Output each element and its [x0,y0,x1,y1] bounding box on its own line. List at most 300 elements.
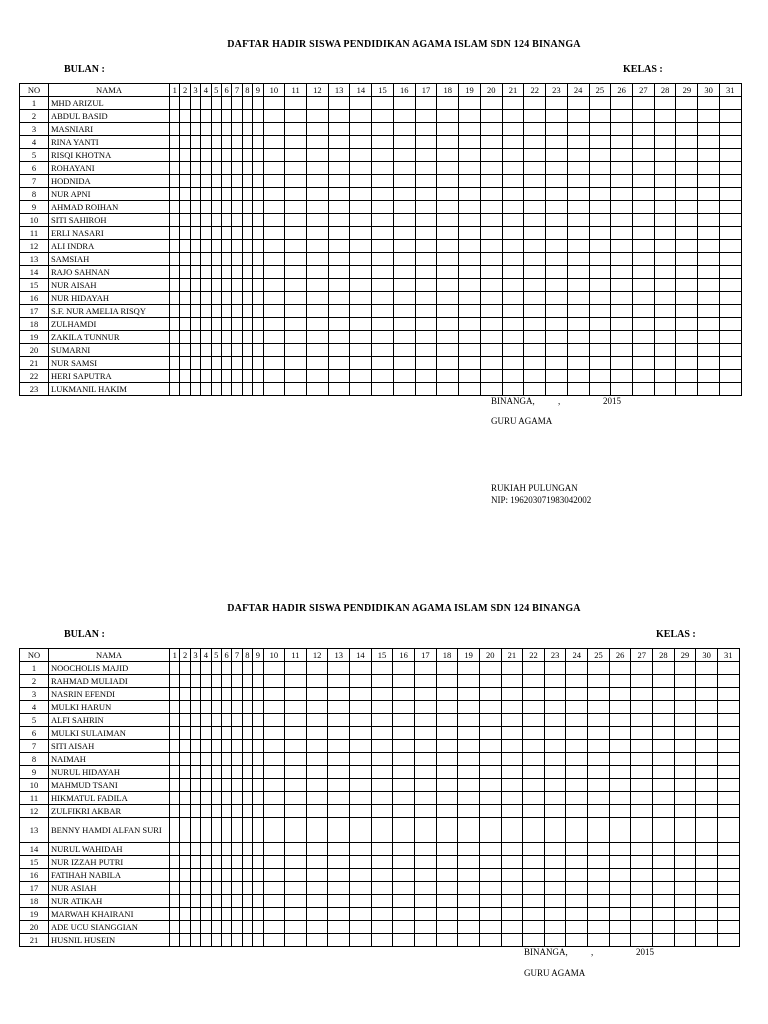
attendance-cell[interactable] [696,779,718,792]
attendance-cell[interactable] [523,908,545,921]
attendance-cell[interactable] [328,895,350,908]
attendance-cell[interactable] [611,370,633,383]
attendance-cell[interactable] [221,227,231,240]
attendance-cell[interactable] [524,201,546,214]
attendance-cell[interactable] [170,253,180,266]
attendance-cell[interactable] [415,175,437,188]
attendance-cell[interactable] [285,934,307,947]
attendance-cell[interactable] [393,344,415,357]
attendance-cell[interactable] [328,843,350,856]
attendance-cell[interactable] [253,97,263,110]
attendance-cell[interactable] [263,843,285,856]
attendance-cell[interactable] [566,701,588,714]
attendance-cell[interactable] [544,934,566,947]
attendance-cell[interactable] [170,331,180,344]
attendance-cell[interactable] [719,123,741,136]
attendance-cell[interactable] [609,714,631,727]
attendance-cell[interactable] [201,895,211,908]
attendance-cell[interactable] [676,227,698,240]
attendance-cell[interactable] [211,779,221,792]
attendance-cell[interactable] [263,766,285,779]
attendance-cell[interactable] [306,662,328,675]
attendance-cell[interactable] [544,688,566,701]
attendance-cell[interactable] [263,908,285,921]
attendance-cell[interactable] [263,882,285,895]
attendance-cell[interactable] [698,240,720,253]
attendance-cell[interactable] [609,895,631,908]
attendance-cell[interactable] [253,253,263,266]
attendance-cell[interactable] [211,110,221,123]
attendance-cell[interactable] [480,318,502,331]
attendance-cell[interactable] [350,921,372,934]
attendance-cell[interactable] [611,253,633,266]
attendance-cell[interactable] [523,779,545,792]
attendance-cell[interactable] [170,305,180,318]
attendance-cell[interactable] [350,201,372,214]
attendance-cell[interactable] [653,818,675,843]
attendance-cell[interactable] [459,97,481,110]
attendance-cell[interactable] [285,895,307,908]
attendance-cell[interactable] [654,266,676,279]
attendance-cell[interactable] [415,136,437,149]
attendance-cell[interactable] [609,818,631,843]
attendance-cell[interactable] [566,856,588,869]
attendance-cell[interactable] [180,175,190,188]
attendance-cell[interactable] [631,843,653,856]
attendance-cell[interactable] [566,688,588,701]
attendance-cell[interactable] [263,201,285,214]
attendance-cell[interactable] [566,662,588,675]
attendance-cell[interactable] [170,908,180,921]
attendance-cell[interactable] [436,779,458,792]
attendance-cell[interactable] [436,753,458,766]
attendance-cell[interactable] [306,279,328,292]
attendance-cell[interactable] [611,188,633,201]
attendance-cell[interactable] [180,675,190,688]
attendance-cell[interactable] [459,357,481,370]
attendance-cell[interactable] [567,357,589,370]
attendance-cell[interactable] [190,266,200,279]
attendance-cell[interactable] [631,688,653,701]
attendance-cell[interactable] [253,688,263,701]
attendance-cell[interactable] [170,921,180,934]
attendance-cell[interactable] [654,201,676,214]
attendance-cell[interactable] [393,383,415,396]
attendance-cell[interactable] [631,818,653,843]
attendance-cell[interactable] [393,766,415,779]
attendance-cell[interactable] [285,675,307,688]
attendance-cell[interactable] [654,188,676,201]
attendance-cell[interactable] [180,688,190,701]
attendance-cell[interactable] [232,792,242,805]
attendance-cell[interactable] [480,136,502,149]
attendance-cell[interactable] [653,727,675,740]
attendance-cell[interactable] [201,188,211,201]
attendance-cell[interactable] [698,162,720,175]
attendance-cell[interactable] [285,753,307,766]
attendance-cell[interactable] [306,869,328,882]
attendance-cell[interactable] [328,856,350,869]
attendance-cell[interactable] [502,175,524,188]
attendance-cell[interactable] [285,318,307,331]
attendance-cell[interactable] [263,292,285,305]
attendance-cell[interactable] [372,253,394,266]
attendance-cell[interactable] [232,162,242,175]
attendance-cell[interactable] [242,240,252,253]
attendance-cell[interactable] [211,740,221,753]
attendance-cell[interactable] [567,201,589,214]
attendance-cell[interactable] [524,240,546,253]
attendance-cell[interactable] [698,214,720,227]
attendance-cell[interactable] [676,175,698,188]
attendance-cell[interactable] [263,688,285,701]
attendance-cell[interactable] [653,740,675,753]
attendance-cell[interactable] [190,305,200,318]
attendance-cell[interactable] [501,921,523,934]
attendance-cell[interactable] [437,344,459,357]
attendance-cell[interactable] [170,240,180,253]
attendance-cell[interactable] [221,292,231,305]
attendance-cell[interactable] [523,688,545,701]
attendance-cell[interactable] [502,214,524,227]
attendance-cell[interactable] [350,675,372,688]
attendance-cell[interactable] [232,727,242,740]
attendance-cell[interactable] [180,344,190,357]
attendance-cell[interactable] [232,97,242,110]
attendance-cell[interactable] [190,688,200,701]
attendance-cell[interactable] [631,753,653,766]
attendance-cell[interactable] [479,882,501,895]
attendance-cell[interactable] [328,136,350,149]
attendance-cell[interactable] [502,123,524,136]
attendance-cell[interactable] [221,675,231,688]
attendance-cell[interactable] [631,895,653,908]
attendance-cell[interactable] [285,279,307,292]
attendance-cell[interactable] [211,123,221,136]
attendance-cell[interactable] [719,227,741,240]
attendance-cell[interactable] [566,869,588,882]
attendance-cell[interactable] [717,701,739,714]
attendance-cell[interactable] [459,162,481,175]
attendance-cell[interactable] [242,201,252,214]
attendance-cell[interactable] [567,279,589,292]
attendance-cell[interactable] [546,370,568,383]
attendance-cell[interactable] [285,136,307,149]
attendance-cell[interactable] [436,805,458,818]
attendance-cell[interactable] [676,383,698,396]
attendance-cell[interactable] [253,383,263,396]
attendance-cell[interactable] [546,383,568,396]
attendance-cell[interactable] [546,266,568,279]
attendance-cell[interactable] [631,934,653,947]
attendance-cell[interactable] [285,149,307,162]
attendance-cell[interactable] [263,675,285,688]
attendance-cell[interactable] [567,370,589,383]
attendance-cell[interactable] [458,818,480,843]
attendance-cell[interactable] [676,162,698,175]
attendance-cell[interactable] [588,753,610,766]
attendance-cell[interactable] [253,318,263,331]
attendance-cell[interactable] [524,318,546,331]
attendance-cell[interactable] [674,701,696,714]
attendance-cell[interactable] [170,279,180,292]
attendance-cell[interactable] [201,344,211,357]
attendance-cell[interactable] [502,201,524,214]
attendance-cell[interactable] [253,279,263,292]
attendance-cell[interactable] [502,305,524,318]
attendance-cell[interactable] [253,882,263,895]
attendance-cell[interactable] [211,227,221,240]
attendance-cell[interactable] [170,344,180,357]
attendance-cell[interactable] [437,149,459,162]
attendance-cell[interactable] [232,253,242,266]
attendance-cell[interactable] [263,266,285,279]
attendance-cell[interactable] [393,908,415,921]
attendance-cell[interactable] [372,110,394,123]
attendance-cell[interactable] [201,934,211,947]
attendance-cell[interactable] [566,882,588,895]
attendance-cell[interactable] [180,292,190,305]
attendance-cell[interactable] [589,331,611,344]
attendance-cell[interactable] [523,934,545,947]
attendance-cell[interactable] [306,383,328,396]
attendance-cell[interactable] [676,136,698,149]
attendance-cell[interactable] [211,331,221,344]
attendance-cell[interactable] [436,869,458,882]
attendance-cell[interactable] [180,856,190,869]
attendance-cell[interactable] [567,149,589,162]
attendance-cell[interactable] [589,201,611,214]
attendance-cell[interactable] [201,792,211,805]
attendance-cell[interactable] [501,908,523,921]
attendance-cell[interactable] [502,318,524,331]
attendance-cell[interactable] [588,779,610,792]
attendance-cell[interactable] [232,779,242,792]
attendance-cell[interactable] [566,818,588,843]
attendance-cell[interactable] [589,383,611,396]
attendance-cell[interactable] [698,344,720,357]
attendance-cell[interactable] [180,331,190,344]
attendance-cell[interactable] [437,201,459,214]
attendance-cell[interactable] [328,305,350,318]
attendance-cell[interactable] [415,331,437,344]
attendance-cell[interactable] [717,934,739,947]
attendance-cell[interactable] [328,123,350,136]
attendance-cell[interactable] [263,740,285,753]
attendance-cell[interactable] [654,214,676,227]
attendance-cell[interactable] [306,792,328,805]
attendance-cell[interactable] [393,753,415,766]
attendance-cell[interactable] [633,383,655,396]
attendance-cell[interactable] [458,882,480,895]
attendance-cell[interactable] [393,266,415,279]
attendance-cell[interactable] [653,921,675,934]
attendance-cell[interactable] [588,895,610,908]
attendance-cell[interactable] [674,934,696,947]
attendance-cell[interactable] [211,318,221,331]
attendance-cell[interactable] [415,227,437,240]
attendance-cell[interactable] [393,934,415,947]
attendance-cell[interactable] [588,908,610,921]
attendance-cell[interactable] [180,97,190,110]
attendance-cell[interactable] [221,188,231,201]
attendance-cell[interactable] [415,856,437,869]
attendance-cell[interactable] [546,318,568,331]
attendance-cell[interactable] [458,869,480,882]
attendance-cell[interactable] [674,753,696,766]
attendance-cell[interactable] [674,662,696,675]
attendance-cell[interactable] [611,279,633,292]
attendance-cell[interactable] [717,675,739,688]
attendance-cell[interactable] [502,188,524,201]
attendance-cell[interactable] [285,856,307,869]
attendance-cell[interactable] [415,869,437,882]
attendance-cell[interactable] [242,662,252,675]
attendance-cell[interactable] [180,110,190,123]
attendance-cell[interactable] [285,240,307,253]
attendance-cell[interactable] [588,662,610,675]
attendance-cell[interactable] [371,818,393,843]
attendance-cell[interactable] [611,383,633,396]
attendance-cell[interactable] [190,714,200,727]
attendance-cell[interactable] [211,753,221,766]
attendance-cell[interactable] [501,792,523,805]
attendance-cell[interactable] [415,701,437,714]
attendance-cell[interactable] [676,370,698,383]
attendance-cell[interactable] [589,136,611,149]
attendance-cell[interactable] [328,279,350,292]
attendance-cell[interactable] [653,843,675,856]
attendance-cell[interactable] [676,266,698,279]
attendance-cell[interactable] [393,357,415,370]
attendance-cell[interactable] [653,688,675,701]
attendance-cell[interactable] [588,727,610,740]
attendance-cell[interactable] [436,740,458,753]
attendance-cell[interactable] [328,908,350,921]
attendance-cell[interactable] [676,279,698,292]
attendance-cell[interactable] [717,818,739,843]
attendance-cell[interactable] [696,856,718,869]
attendance-cell[interactable] [372,318,394,331]
attendance-cell[interactable] [170,214,180,227]
attendance-cell[interactable] [221,331,231,344]
attendance-cell[interactable] [719,162,741,175]
attendance-cell[interactable] [350,253,372,266]
attendance-cell[interactable] [350,162,372,175]
attendance-cell[interactable] [459,318,481,331]
attendance-cell[interactable] [588,675,610,688]
attendance-cell[interactable] [631,701,653,714]
attendance-cell[interactable] [328,714,350,727]
attendance-cell[interactable] [180,136,190,149]
attendance-cell[interactable] [232,753,242,766]
attendance-cell[interactable] [306,908,328,921]
attendance-cell[interactable] [633,162,655,175]
attendance-cell[interactable] [221,214,231,227]
attendance-cell[interactable] [415,318,437,331]
attendance-cell[interactable] [698,318,720,331]
attendance-cell[interactable] [263,149,285,162]
attendance-cell[interactable] [180,214,190,227]
attendance-cell[interactable] [372,227,394,240]
attendance-cell[interactable] [480,97,502,110]
attendance-cell[interactable] [180,279,190,292]
attendance-cell[interactable] [393,292,415,305]
attendance-cell[interactable] [328,201,350,214]
attendance-cell[interactable] [459,279,481,292]
attendance-cell[interactable] [436,675,458,688]
attendance-cell[interactable] [588,921,610,934]
attendance-cell[interactable] [170,688,180,701]
attendance-cell[interactable] [479,869,501,882]
attendance-cell[interactable] [170,869,180,882]
attendance-cell[interactable] [211,934,221,947]
attendance-cell[interactable] [415,727,437,740]
attendance-cell[interactable] [611,175,633,188]
attendance-cell[interactable] [436,662,458,675]
attendance-cell[interactable] [479,843,501,856]
attendance-cell[interactable] [676,188,698,201]
attendance-cell[interactable] [631,740,653,753]
attendance-cell[interactable] [306,701,328,714]
attendance-cell[interactable] [190,740,200,753]
attendance-cell[interactable] [242,214,252,227]
attendance-cell[interactable] [263,110,285,123]
attendance-cell[interactable] [350,908,372,921]
attendance-cell[interactable] [459,188,481,201]
attendance-cell[interactable] [221,688,231,701]
attendance-cell[interactable] [211,908,221,921]
attendance-cell[interactable] [253,753,263,766]
attendance-cell[interactable] [415,934,437,947]
attendance-cell[interactable] [524,123,546,136]
attendance-cell[interactable] [190,370,200,383]
attendance-cell[interactable] [524,136,546,149]
attendance-cell[interactable] [371,895,393,908]
attendance-cell[interactable] [306,123,328,136]
attendance-cell[interactable] [328,688,350,701]
attendance-cell[interactable] [719,266,741,279]
attendance-cell[interactable] [190,701,200,714]
attendance-cell[interactable] [589,188,611,201]
attendance-cell[interactable] [371,714,393,727]
attendance-cell[interactable] [232,383,242,396]
attendance-cell[interactable] [221,344,231,357]
attendance-cell[interactable] [328,331,350,344]
attendance-cell[interactable] [717,921,739,934]
attendance-cell[interactable] [717,779,739,792]
attendance-cell[interactable] [654,123,676,136]
attendance-cell[interactable] [546,162,568,175]
attendance-cell[interactable] [588,818,610,843]
attendance-cell[interactable] [372,214,394,227]
attendance-cell[interactable] [263,253,285,266]
attendance-cell[interactable] [717,688,739,701]
attendance-cell[interactable] [263,331,285,344]
attendance-cell[interactable] [698,175,720,188]
attendance-cell[interactable] [201,753,211,766]
attendance-cell[interactable] [393,97,415,110]
attendance-cell[interactable] [328,675,350,688]
attendance-cell[interactable] [566,934,588,947]
attendance-cell[interactable] [328,701,350,714]
attendance-cell[interactable] [633,292,655,305]
attendance-cell[interactable] [393,688,415,701]
attendance-cell[interactable] [306,318,328,331]
attendance-cell[interactable] [523,766,545,779]
attendance-cell[interactable] [458,934,480,947]
attendance-cell[interactable] [544,753,566,766]
